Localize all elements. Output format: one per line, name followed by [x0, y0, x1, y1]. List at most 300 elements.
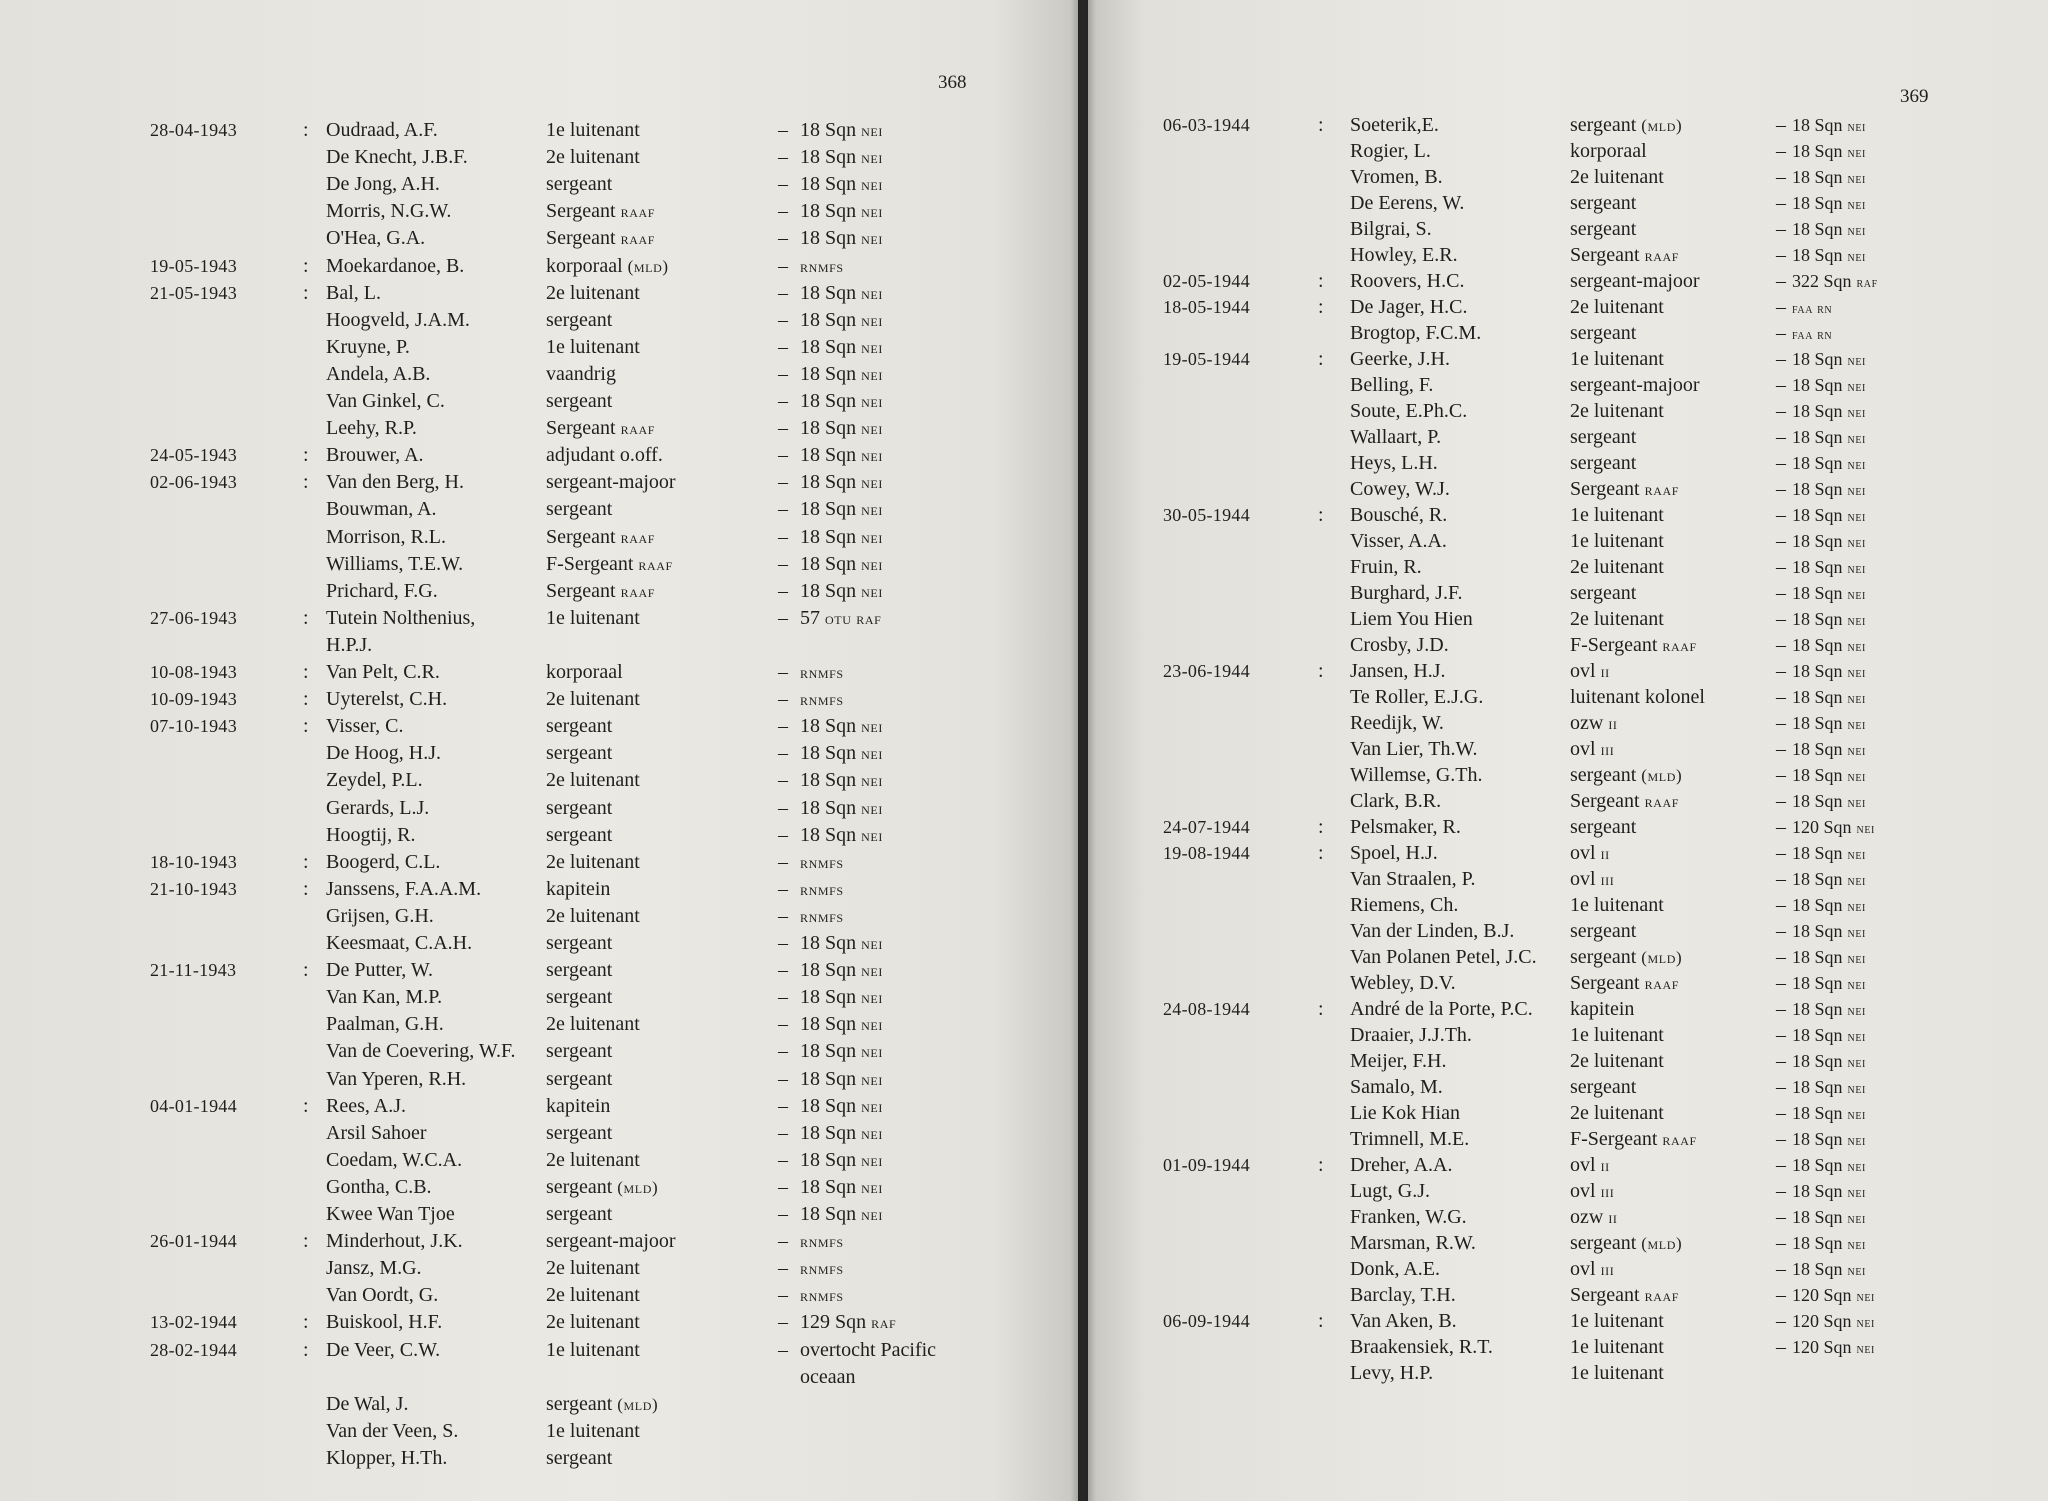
unit-text: 18 Sqn	[800, 362, 857, 385]
rank-text: 1e luitenant	[1570, 1362, 1664, 1384]
unit-suffix: nei	[1856, 1316, 1875, 1331]
rank-qualifier: raaf	[1662, 636, 1697, 655]
entry-unit	[1792, 242, 1866, 271]
entry-unit	[800, 1201, 883, 1228]
unit-suffix: rnmfs	[800, 256, 844, 276]
unit-dash: –	[1776, 400, 1786, 422]
unit-text: 18 Sqn	[800, 498, 857, 521]
unit-text: 18 Sqn	[800, 1121, 857, 1144]
entry-name: Kwee Wan Tjoe	[326, 1203, 455, 1225]
rank-text: 2e luitenant	[1570, 1050, 1664, 1072]
unit-text: 18 Sqn	[1792, 895, 1843, 915]
rank-text: korporaal	[546, 661, 623, 683]
entry-rank	[546, 849, 640, 876]
entry-unit	[800, 795, 883, 822]
entry-date: 21-11-1943	[150, 960, 237, 981]
entry-row	[1088, 580, 2048, 607]
unit-dash: –	[1776, 1128, 1786, 1150]
entry-rank	[1570, 424, 1636, 451]
entry-name: Crosby, J.D.	[1350, 634, 1449, 656]
unit-text: 18 Sqn	[800, 227, 857, 250]
date-separator: :	[303, 281, 309, 304]
entry-name: De Veer, C.W.	[326, 1338, 441, 1361]
unit-dash: –	[778, 390, 788, 412]
unit-dash: –	[778, 552, 788, 575]
entry-rank	[1570, 528, 1664, 555]
rank-qualifier: iii	[1600, 1260, 1615, 1279]
unit-suffix: nei	[1847, 1160, 1866, 1175]
entry-name: Franken, W.G.	[1350, 1206, 1467, 1228]
rank-qualifier: (mld)	[617, 1394, 659, 1414]
entry-name: Clark, B.R.	[1350, 790, 1442, 812]
entry-row	[0, 1228, 1078, 1255]
date-separator: :	[303, 254, 309, 277]
entry-row	[0, 1445, 1078, 1472]
entry-name: Morrison, R.L.	[326, 525, 446, 548]
unit-dash: –	[1776, 1284, 1786, 1306]
entry-unit	[1792, 658, 1866, 687]
unit-suffix: nei	[861, 419, 883, 439]
entry-row	[0, 876, 1078, 903]
entry-rank	[546, 524, 655, 551]
rank-text: sergeant	[1570, 946, 1637, 968]
entry-rank	[1570, 710, 1618, 737]
entry-rank	[1570, 1126, 1697, 1153]
entry-row	[1088, 1360, 2048, 1387]
rank-text: sergeant	[1570, 452, 1637, 474]
rank-text: 1e luitenant	[546, 1419, 640, 1442]
entry-rank	[546, 984, 612, 1011]
entry-unit	[800, 740, 883, 767]
rank-text: sergeant	[546, 959, 613, 982]
entry-name: Gerards, L.J.	[326, 796, 430, 819]
entry-rank	[546, 1120, 612, 1147]
unit-text: 18 Sqn	[1792, 557, 1843, 577]
entry-name: Spoel, H.J.	[1350, 842, 1438, 864]
entry-rank	[1570, 1022, 1664, 1049]
entry-row	[1088, 1074, 2048, 1101]
entry-name: Van der Linden, B.J.	[1350, 920, 1515, 942]
unit-suffix: nei	[1847, 978, 1866, 993]
unit-dash: –	[1776, 634, 1786, 656]
unit-suffix: nei	[861, 392, 883, 411]
unit-dash: –	[778, 498, 788, 521]
rank-qualifier: raaf	[1644, 974, 1680, 993]
rank-qualifier: (mld)	[1641, 116, 1683, 135]
unit-dash: –	[1776, 1258, 1786, 1280]
unit-dash: –	[1776, 1154, 1786, 1176]
unit-text: 18 Sqn	[800, 1175, 857, 1198]
entry-unit	[800, 1120, 883, 1147]
unit-suffix: nei	[861, 500, 883, 520]
entry-date: 07-10-1943	[150, 716, 237, 737]
entry-row	[0, 225, 1078, 252]
rank-qualifier: ii	[1600, 1156, 1610, 1175]
date-separator: :	[303, 606, 309, 629]
rank-qualifier: raaf	[1662, 1130, 1697, 1149]
rank-text: sergeant	[546, 986, 613, 1009]
rank-text: sergeant	[1570, 114, 1637, 136]
rank-text: 1e luitenant	[1570, 1024, 1664, 1046]
entry-row	[0, 578, 1078, 605]
entry-name: Reedijk, W.	[1350, 712, 1444, 734]
unit-dash: –	[1776, 348, 1786, 370]
entry-row	[0, 415, 1078, 442]
entry-rank	[546, 171, 612, 198]
rank-qualifier: raaf	[1644, 792, 1680, 811]
unit-text: 18 Sqn	[1792, 713, 1843, 733]
date-separator: :	[303, 1338, 309, 1361]
date-separator: :	[1318, 348, 1324, 370]
entry-unit	[1792, 372, 1866, 401]
entry-rank	[1570, 294, 1664, 321]
unit-suffix: nei	[861, 825, 883, 845]
entry-unit	[1792, 268, 1878, 297]
rank-qualifier: raaf	[620, 419, 656, 439]
entry-rank	[1570, 1334, 1664, 1361]
entry-rank	[546, 334, 640, 361]
entry-name: Bal, L.	[326, 281, 381, 304]
entry-row	[1088, 242, 2048, 269]
entry-name: Kruyne, P.	[326, 335, 410, 358]
entry-unit	[800, 307, 883, 334]
unit-text: 18 Sqn	[1792, 1051, 1843, 1071]
entry-name: Van Aken, B.	[1350, 1310, 1457, 1332]
entry-row	[0, 171, 1078, 198]
entry-row	[0, 740, 1078, 767]
entry-unit	[800, 605, 881, 632]
unit-text: 18 Sqn	[800, 986, 857, 1009]
rank-text: 1e luitenant	[546, 335, 640, 358]
entry-unit	[1792, 866, 1866, 895]
entry-date: 10-08-1943	[150, 662, 237, 682]
rank-text: korporaal	[546, 254, 623, 277]
rank-text: ovl	[1570, 660, 1596, 682]
entry-row	[1088, 658, 2048, 685]
entry-date: 18-05-1944	[1163, 297, 1250, 317]
unit-suffix: nei	[1847, 666, 1866, 681]
entry-name: Grijsen, G.H.	[326, 904, 434, 927]
rank-text: sergeant	[546, 1392, 613, 1415]
rank-text: sergeant	[1570, 426, 1637, 448]
unit-dash: –	[778, 1230, 788, 1253]
entry-name: Van Kan, M.P.	[326, 986, 443, 1009]
rank-text: 1e luitenant	[546, 606, 640, 629]
rank-text: F-Sergeant	[1570, 1128, 1658, 1150]
unit-text: 18 Sqn	[800, 823, 857, 846]
unit-text: 18 Sqn	[800, 146, 857, 169]
rank-text: luitenant kolonel	[1570, 686, 1705, 708]
book-gutter	[1070, 0, 1096, 1501]
entry-unit	[800, 334, 883, 361]
entry-row	[1088, 892, 2048, 919]
unit-dash: –	[778, 1148, 788, 1171]
entry-unit	[800, 1364, 856, 1391]
unit-suffix: nei	[1847, 926, 1866, 941]
entry-unit	[1792, 1100, 1866, 1129]
unit-suffix: nei	[1847, 198, 1866, 213]
entry-row	[1088, 944, 2048, 971]
unit-text: 18 Sqn	[800, 552, 857, 575]
rank-text: ozw	[1570, 1206, 1604, 1228]
entry-unit	[1792, 1256, 1866, 1285]
unit-dash: –	[778, 742, 788, 765]
entry-unit	[800, 578, 883, 605]
rank-text: sergeant	[546, 932, 613, 954]
rank-qualifier: iii	[1600, 870, 1615, 889]
unit-dash: –	[1776, 1206, 1786, 1228]
entry-rank	[1570, 164, 1664, 191]
unit-text: 18 Sqn	[1792, 583, 1843, 603]
unit-text: 18 Sqn	[800, 959, 857, 982]
entry-rank	[1570, 1204, 1618, 1231]
unit-text: 18 Sqn	[800, 308, 857, 331]
unit-dash: –	[778, 904, 788, 927]
unit-dash: –	[1776, 166, 1786, 188]
date-separator: :	[303, 1230, 309, 1253]
entry-unit	[1792, 892, 1866, 921]
unit-suffix: nei	[1847, 432, 1866, 447]
unit-text: overtocht Pacific	[800, 1338, 937, 1361]
entry-row	[0, 253, 1078, 280]
unit-dash: –	[1776, 686, 1786, 708]
entry-unit	[1792, 814, 1875, 843]
entry-row	[0, 524, 1078, 551]
entry-row	[1088, 1100, 2048, 1127]
unit-suffix: nei	[1847, 770, 1866, 785]
entry-unit	[1792, 112, 1866, 141]
entry-date: 18-10-1943	[150, 851, 237, 872]
entry-date: 04-01-1944	[150, 1095, 237, 1116]
entry-rank	[1570, 1282, 1679, 1309]
entry-rank	[1570, 684, 1705, 711]
unit-suffix: nei	[1847, 588, 1866, 603]
entry-rank	[1570, 216, 1636, 243]
entry-name: Jansen, H.J.	[1350, 660, 1446, 682]
unit-suffix: nei	[861, 229, 883, 249]
rank-text: 1e luitenant	[1570, 530, 1664, 552]
unit-suffix: rnmfs	[800, 690, 844, 710]
entry-name: Donk, A.E.	[1350, 1258, 1440, 1280]
unit-suffix: nei	[861, 581, 883, 601]
entry-name: Van Oordt, G.	[326, 1284, 439, 1307]
rank-text: 2e luitenant	[1570, 166, 1664, 188]
entry-name: Leehy, R.P.	[326, 417, 417, 440]
entry-unit	[1792, 606, 1866, 635]
unit-suffix: nei	[1847, 874, 1866, 889]
entry-rank	[1570, 970, 1679, 997]
unit-dash: –	[1776, 764, 1786, 786]
rank-text: ovl	[1570, 1180, 1596, 1202]
unit-dash: –	[1776, 1232, 1786, 1254]
entry-unit	[800, 361, 883, 388]
entry-name: De Jong, A.H.	[326, 173, 440, 196]
entry-name: Rogier, L.	[1350, 140, 1431, 162]
rank-text: ovl	[1570, 1258, 1596, 1280]
unit-text: 18 Sqn	[1792, 219, 1843, 239]
entry-name: De Jager, H.C.	[1350, 296, 1468, 318]
unit-dash: –	[1776, 608, 1786, 630]
rank-text: 2e luitenant	[1570, 608, 1664, 630]
entry-rank	[546, 822, 612, 849]
unit-text: 18 Sqn	[800, 335, 857, 358]
entry-date: 23-06-1944	[1163, 661, 1250, 681]
entry-rank	[1570, 554, 1664, 581]
unit-dash: –	[778, 579, 788, 602]
rank-text: vaandrig	[546, 362, 616, 385]
entry-unit	[1792, 216, 1866, 245]
date-separator: :	[303, 1311, 309, 1334]
date-separator: :	[1318, 816, 1324, 838]
unit-dash: –	[778, 606, 788, 629]
unit-dash: –	[1776, 582, 1786, 604]
unit-text: 18 Sqn	[1792, 1259, 1843, 1279]
unit-text: 322 Sqn	[1792, 271, 1852, 291]
entry-name: Uyterelst, C.H.	[326, 688, 448, 711]
unit-text: 18 Sqn	[1792, 1129, 1843, 1149]
entry-row	[0, 1066, 1078, 1093]
rank-text: korporaal	[1570, 140, 1647, 162]
entry-unit	[1792, 996, 1866, 1025]
unit-suffix: nei	[1856, 1290, 1875, 1305]
unit-suffix: raf	[871, 1313, 897, 1333]
unit-suffix: nei	[1847, 718, 1866, 733]
date-separator: :	[303, 1094, 309, 1117]
entry-name: Barclay, T.H.	[1350, 1284, 1456, 1306]
unit-text: 18 Sqn	[1792, 401, 1843, 421]
unit-suffix: rnmfs	[800, 663, 844, 682]
entry-rank	[546, 795, 612, 822]
unit-suffix: nei	[1847, 458, 1866, 473]
entry-unit	[800, 659, 844, 686]
unit-dash: –	[778, 877, 788, 900]
entry-unit	[800, 957, 883, 984]
entry-row	[1088, 996, 2048, 1023]
entry-rank	[546, 740, 612, 767]
rank-text: ovl	[1570, 842, 1596, 864]
unit-text: 18 Sqn	[1792, 921, 1843, 941]
rank-text: 1e luitenant	[1570, 1310, 1664, 1332]
unit-dash: –	[778, 1067, 788, 1090]
unit-suffix: otu raf	[825, 608, 882, 628]
unit-suffix: nei	[1847, 952, 1866, 967]
entry-name: Meijer, F.H.	[1350, 1050, 1447, 1072]
entry-rank	[546, 469, 676, 496]
unit-dash: –	[1776, 1024, 1786, 1046]
entry-unit	[1792, 138, 1866, 167]
entry-name: Tutein Nolthenius,	[326, 606, 476, 629]
date-separator: :	[1318, 998, 1324, 1020]
entry-row	[0, 388, 1078, 415]
unit-dash: –	[778, 959, 788, 982]
unit-text: 18 Sqn	[800, 932, 857, 954]
unit-suffix: nei	[861, 717, 883, 737]
unit-text: 18 Sqn	[1792, 453, 1843, 473]
entry-unit	[800, 1174, 883, 1201]
right-page	[1088, 0, 2048, 1501]
unit-suffix: nei	[1847, 380, 1866, 395]
unit-dash: –	[1776, 530, 1786, 552]
unit-suffix: nei	[861, 121, 883, 140]
rank-text: sergeant	[546, 1446, 613, 1469]
entry-rank	[546, 578, 655, 605]
entry-row	[1088, 398, 2048, 425]
entry-row	[1088, 1178, 2048, 1205]
entry-unit	[1792, 502, 1866, 531]
unit-suffix: nei	[1847, 1004, 1866, 1019]
entry-rank	[1570, 1152, 1610, 1179]
unit-dash: –	[778, 1203, 788, 1225]
rank-text: sergeant-majoor	[546, 1230, 676, 1253]
rank-text: 2e luitenant	[1570, 1102, 1664, 1124]
entry-unit	[800, 686, 844, 713]
unit-suffix: nei	[861, 1150, 883, 1170]
entry-row	[0, 551, 1078, 578]
entry-name: Paalman, G.H.	[326, 1013, 444, 1036]
entry-unit	[1792, 398, 1866, 427]
entry-unit	[800, 1038, 883, 1065]
unit-dash: –	[778, 335, 788, 358]
unit-text: 18 Sqn	[1792, 947, 1843, 967]
unit-suffix: nei	[1847, 1238, 1866, 1253]
entry-rank	[546, 876, 610, 903]
entry-rank	[546, 1309, 640, 1336]
unit-text: 129 Sqn	[800, 1311, 867, 1334]
unit-dash: –	[1776, 1102, 1786, 1124]
entry-unit	[800, 388, 883, 415]
unit-text: 18 Sqn	[800, 525, 857, 548]
unit-dash: –	[1776, 296, 1786, 318]
entry-unit	[800, 496, 883, 523]
entry-name: Visser, C.	[326, 715, 404, 738]
unit-text: 18 Sqn	[1792, 739, 1843, 759]
unit-dash: –	[778, 1257, 788, 1280]
entry-unit	[1792, 1126, 1866, 1155]
entry-unit	[1792, 762, 1866, 791]
entry-name: Samalo, M.	[1350, 1076, 1443, 1098]
unit-text: 120 Sqn	[1792, 1311, 1852, 1331]
entry-unit	[1792, 788, 1866, 817]
entry-name: Cowey, W.J.	[1350, 478, 1450, 500]
unit-text: 18 Sqn	[800, 200, 857, 223]
entry-date: 01-09-1944	[1163, 1155, 1250, 1175]
entry-name: De Hoog, H.J.	[326, 742, 441, 765]
unit-text: 18 Sqn	[800, 417, 857, 440]
unit-suffix: nei	[861, 771, 883, 791]
unit-suffix: nei	[861, 961, 883, 981]
unit-dash: –	[1776, 1336, 1786, 1358]
unit-dash: –	[778, 661, 788, 683]
date-separator: :	[303, 850, 309, 873]
unit-text: 120 Sqn	[1792, 1285, 1852, 1305]
entry-name: Vromen, B.	[1350, 166, 1443, 188]
unit-suffix: nei	[861, 1177, 883, 1197]
entry-unit	[1792, 918, 1866, 947]
unit-text: 18 Sqn	[1792, 1233, 1843, 1253]
rank-qualifier: raaf	[620, 527, 656, 547]
entry-unit	[800, 198, 883, 225]
entry-rank	[546, 1418, 640, 1445]
unit-dash: –	[1776, 790, 1786, 812]
entry-rank	[1570, 190, 1636, 217]
unit-dash: –	[1776, 738, 1786, 760]
entry-rank	[546, 767, 640, 794]
rank-qualifier: (mld)	[1641, 1234, 1683, 1253]
entry-unit	[1792, 580, 1866, 609]
entry-name: Willemse, G.Th.	[1350, 764, 1483, 786]
entry-row	[0, 1038, 1078, 1065]
rank-text: 2e luitenant	[546, 146, 640, 169]
